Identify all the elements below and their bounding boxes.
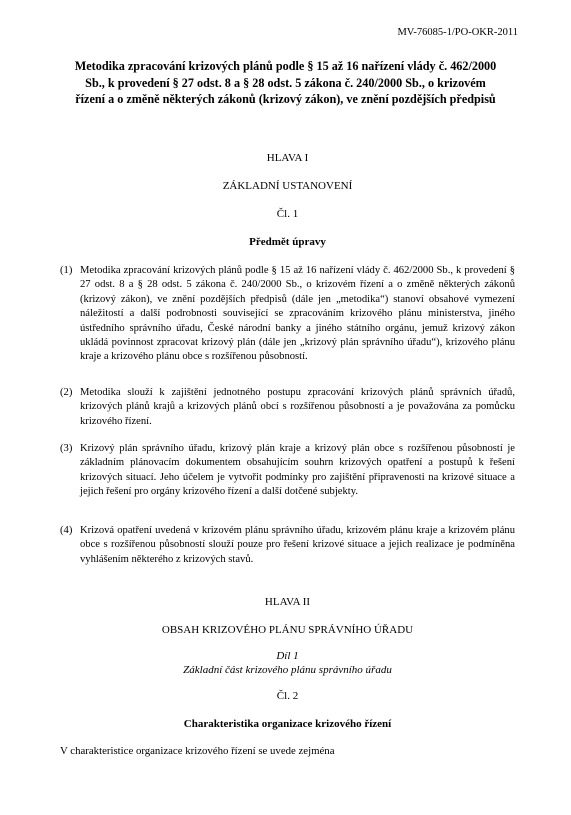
paragraph-2 [60,386,515,429]
paragraph-number: (1) [60,265,73,276]
paragraph-1 [60,264,515,365]
chapter-1-heading: HLAVA I [266,152,309,164]
paragraph-number: (2) [60,387,73,398]
paragraph-4 [60,524,515,567]
article-2-number: Čl. 2 [276,690,299,702]
paragraph-text: Krizová opatření uvedená v krizovém plánu správního úřadu, krizovém plánu kraje a krizovém plánu obce s rozšířenou působností slouží pouze pro řešení krizové situace a jejich realizace je podmíněna vyhlášením některého z krizových stavů. [80,525,515,565]
article-2-title: Charakteristika organizace krizového řízení [183,718,392,730]
chapter-2-title: OBSAH KRIZOVÉHO PLÁNU SPRÁVNÍHO ÚŘADU [161,624,414,636]
part-1-title: Základní část krizového plánu správního úřadu [183,664,392,676]
article-1-number: Čl. 1 [276,208,299,220]
document-title: Metodika zpracování krizových plánů podle § 15 až 16 nařízení vlády č. 462/2000 Sb., k provedení § 27 odst. 8 a § 28 odst. 5 zákona č. 240/2000 Sb., o krizovém řízení a o změně některých zákonů (krizový zákon), ve znění pozdějších předpisů [74,59,497,106]
chapter-2-heading: HLAVA II [264,596,311,608]
part-1-number: Díl 1 [276,650,299,662]
paragraph-number: (3) [60,443,73,454]
paragraph-number: (4) [60,525,73,536]
paragraph-3 [60,442,515,500]
article-1-title: Předmět úpravy [249,236,326,248]
paragraph-text: Metodika zpracování krizových plánů podle § 15 až 16 nařízení vlády č. 462/2000 Sb., k provedení § 27 odst. 8 a § 28 odst. 5 zákona č. 240/2000 Sb., o krizovém řízení a o změně některých zákonů (krizový zákon), ve znění pozdějších předpisů (dále jen „metodika“) stanoví obsahové vymezení náležitostí a další podrobnosti související se zpracováním krizového plánu ministerstva, jiného ústředního správního úřadu, České národní banky a jiného státního orgánu, jemuž krizový zákon ukládá povinnost zpracovat krizový plán (dále jen „krizový plán správního úřadu“), krizového plánu kraje a krizového plánu obce s rozšířenou působností. [80,265,515,363]
document-reference: MV-76085-1/PO-OKR-2011 [397,27,518,38]
chapter-1-title: ZÁKLADNÍ USTANOVENÍ [222,180,353,192]
paragraph-text: Krizový plán správního úřadu, krizový plán kraje a krizový plán obce s rozšířenou působností je základním plánovacím dokumentem obsahujícím souhrn krizových opatření a postupů k řešení krizových situací. Jeho účelem je vytvořit podmínky pro zajištění připravenosti na krizové situace a jejich řešení pro orgány krizového řízení a další dotčené subjekty. [80,443,515,498]
paragraph-text: Metodika slouží k zajištění jednotného postupu zpracování krizových plánů správních úřadů, krizových plánů krajů a krizových plánů obcí s rozšířenou působností a je považována za pomůcku krizového řízení. [80,387,515,427]
article-2-intro-text: V charakteristice organizace krizového řízení se uvede zejména [60,745,335,757]
